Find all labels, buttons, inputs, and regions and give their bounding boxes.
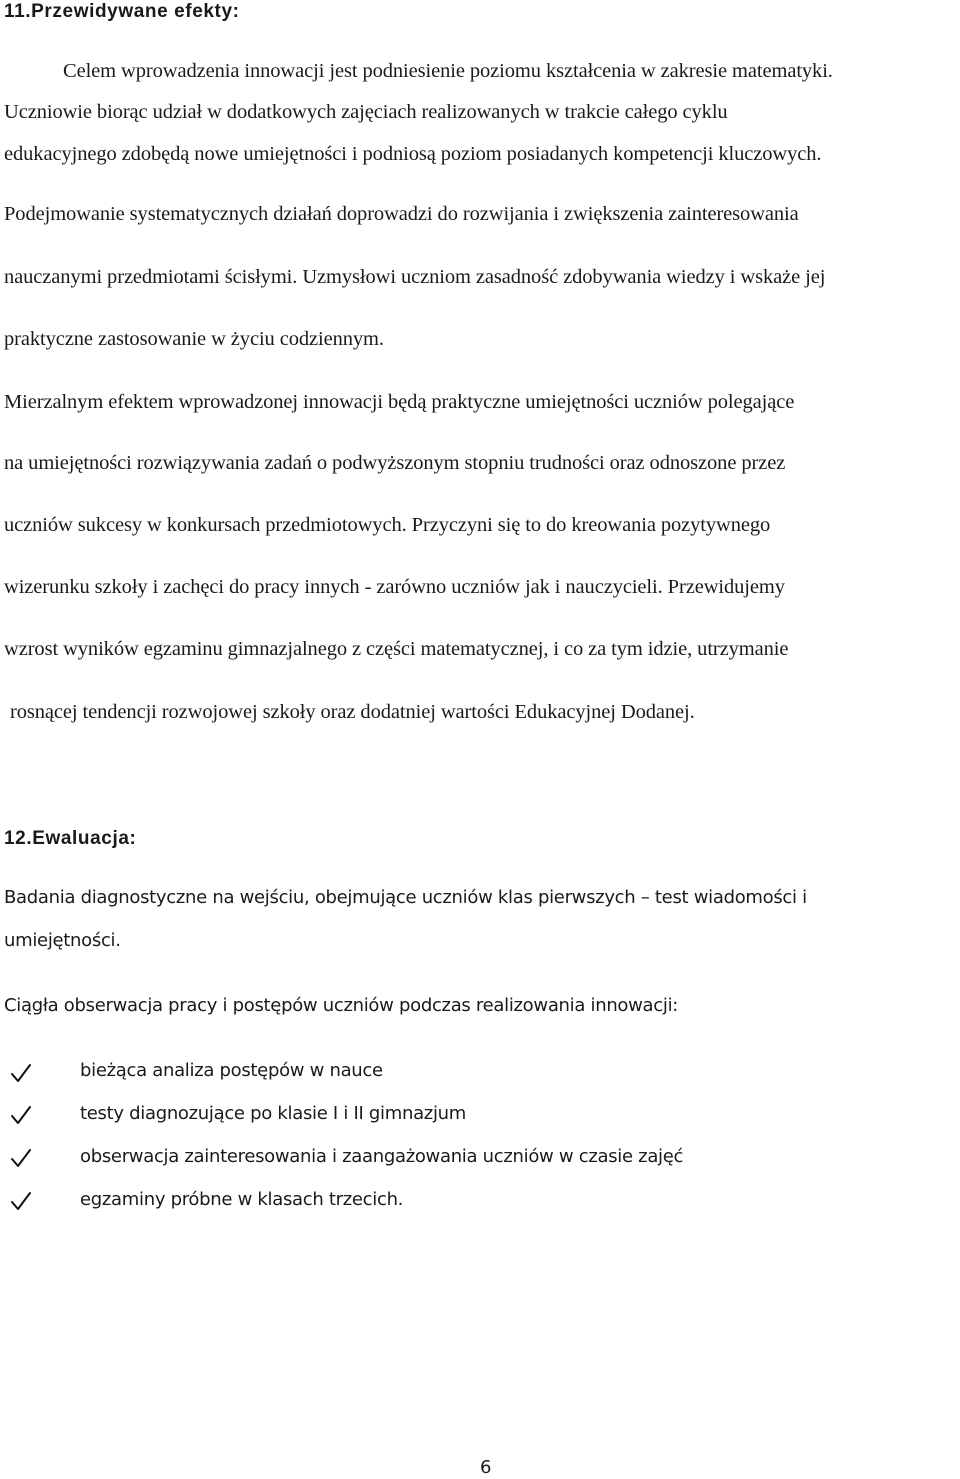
page-number: 6 (480, 1457, 492, 1478)
evaluation-intro-line: Badania diagnostyczne na wejściu, obejmujące uczniów klas pierwszych – test wiadomości i (4, 887, 807, 908)
paragraph-line: wzrost wyników egzaminu gimnazjalnego z części matematycznej, i co za tym idzie, utrzymanie (4, 638, 789, 660)
paragraph-line: Mierzalnym efektem wprowadzonej innowacji będą praktyczne umiejętności uczniów polegające (4, 391, 795, 413)
list-item-label: bieżąca analiza postępów w nauce (80, 1060, 383, 1081)
list-item-label: testy diagnozujące po klasie I i II gimnazjum (80, 1103, 466, 1124)
checkmark-icon (10, 1190, 32, 1212)
paragraph-line: Celem wprowadzenia innowacji jest podniesienie poziomu kształcenia w zakresie matematyki. (63, 60, 833, 82)
paragraph-line: wizerunku szkoły i zachęci do pracy innych - zarówno uczniów jak i nauczycieli. Przewidujemy (4, 576, 785, 598)
section-heading: 11.Przewidywane efekty: (4, 1, 240, 22)
section-heading: 12.Ewaluacja: (4, 828, 137, 849)
checkmark-icon (10, 1104, 32, 1126)
paragraph-line: nauczanymi przedmiotami ścisłymi. Uzmysłowi uczniom zasadność zdobywania wiedzy i wskaże jej (4, 266, 826, 288)
checkmark-icon (10, 1062, 32, 1084)
paragraph-line: praktyczne zastosowanie w życiu codziennym. (4, 328, 384, 350)
list-item-label: obserwacja zainteresowania i zaangażowania uczniów w czasie zajęć (80, 1146, 684, 1167)
paragraph-line: Podejmowanie systematycznych działań doprowadzi do rozwijania i zwiększenia zainteresowania (4, 203, 799, 225)
paragraph-line: edukacyjnego zdobędą nowe umiejętności i podniosą poziom posiadanych kompetencji kluczowych. (4, 143, 822, 165)
paragraph-line: uczniów sukcesy w konkursach przedmiotowych. Przyczyni się to do kreowania pozytywnego (4, 514, 771, 536)
list-item-label: egzaminy próbne w klasach trzecich. (80, 1189, 404, 1210)
observation-line: Ciągła obserwacja pracy i postępów uczniów podczas realizowania innowacji: (4, 995, 679, 1016)
paragraph-line: na umiejętności rozwiązywania zadań o podwyższonym stopniu trudności oraz odnoszone przez (4, 452, 786, 474)
paragraph-line: Uczniowie biorąc udział w dodatkowych zajęciach realizowanych w trakcie całego cyklu (4, 101, 728, 123)
paragraph-line: rosnącej tendencji rozwojowej szkoły oraz dodatniej wartości Edukacyjnej Dodanej. (10, 701, 695, 723)
checkmark-icon (10, 1147, 32, 1169)
evaluation-intro-line: umiejętności. (4, 930, 121, 951)
